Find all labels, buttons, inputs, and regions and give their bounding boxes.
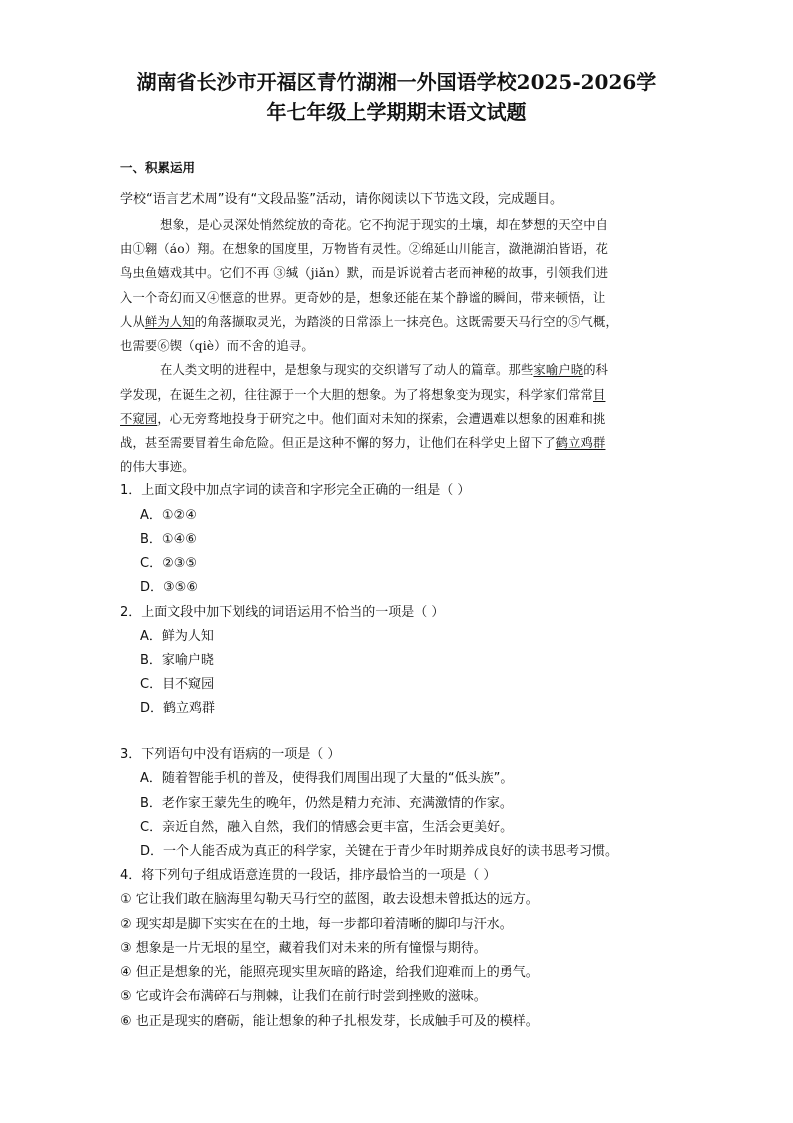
underlined-word: 鲜为人知 <box>144 315 195 329</box>
passage-text: 的角落撷取灵光，为踏淡的日常添上一抹亮色。这既需要天马行空的⑤气概， <box>194 315 618 329</box>
sentence-item: ③ 想象是一片无垠的星空，藏着我们对未来的所有憧憬与期待。 <box>120 941 487 956</box>
passage-text: 战，甚至需要冒着生命危险。但正是这种不懈的努力，让他们在科学史上留下了 <box>120 436 556 450</box>
underlined-word: 不窥园 <box>120 412 158 426</box>
answer-option[interactable]: C．亲近自然，融入自然，我们的情感会更丰富，生活会更美好。 <box>140 820 514 835</box>
section-heading: 一、积累运用 <box>120 160 196 175</box>
sentence-item: ④ 但正是想象的光，能照亮现实里灰暗的路途，给我们迎难而上的勇气。 <box>120 965 539 980</box>
sentence-item: ⑥ 也正是现实的磨砺，能让想象的种子扎根发芽，长成触手可及的模样。 <box>120 1014 539 1029</box>
sentence-item: ⑤ 它或许会布满碎石与荆棘，让我们在前行时尝到挫败的滋味。 <box>120 989 487 1004</box>
answer-option[interactable]: C．②③⑤ <box>140 556 198 571</box>
question-stem: 2．上面文段中加下划线的词语运用不恰当的一项是（ ） <box>120 605 445 620</box>
question-stem: 4．将下列句子组成语意连贯的一段话，排序最恰当的一项是（ ） <box>120 868 497 883</box>
question-stem: 3．下列语句中没有语病的一项是（ ） <box>120 747 341 762</box>
underlined-word: 目 <box>592 388 606 402</box>
question-stem: 1．上面文段中加点字词的读音和字形完全正确的一组是（ ） <box>120 483 471 498</box>
underlined-word: 鹤立鸡群 <box>555 436 606 450</box>
answer-option[interactable]: C．目不窥园 <box>140 677 215 692</box>
answer-option[interactable]: B．①④⑥ <box>140 532 197 547</box>
passage-line: 入一个奇幻而又④惬意的世界。更奇妙的是，想象还能在某个静谧的瞬间，带来顿悟，让 <box>120 291 606 305</box>
passage-line: 鸟虫鱼嬉戏其中。它们不再 ③缄（jiǎn）默，而是诉说着古老而神秘的故事，引领我们进 <box>120 266 609 280</box>
passage-line <box>120 313 618 331</box>
answer-option[interactable]: D．③⑤⑥ <box>140 580 198 595</box>
title-line-1: 湖南省长沙市开福区青竹湖湘一外国语学校2025-2026学 <box>136 70 657 94</box>
passage-line <box>120 434 605 452</box>
passage-line <box>160 361 608 379</box>
answer-option[interactable]: D．一个人能否成为真正的科学家，关键在于青少年时期养成良好的读书思考习惯。 <box>140 844 619 859</box>
answer-option[interactable]: D．鹤立鸡群 <box>140 701 216 716</box>
passage-text: 人从 <box>120 315 145 329</box>
passage-line <box>120 386 605 404</box>
answer-option[interactable]: A．随着智能手机的普及，使得我们周围出现了大量的“低头族”。 <box>140 771 514 786</box>
title-line-2: 年七年级上学期期末语文试题 <box>266 100 527 124</box>
passage-text: 在人类文明的进程中，是想象与现实的交织谱写了动人的篇章。那些 <box>160 363 534 377</box>
underlined-word: 家喻户晓 <box>533 363 584 377</box>
answer-option[interactable]: A．①②④ <box>140 508 197 523</box>
passage-line <box>120 410 605 428</box>
passage-line: 想象，是心灵深处悄然绽放的奇花。它不拘泥于现实的土壤，却在梦想的天空中自 <box>160 218 609 232</box>
passage-text: ，心无旁骛地投身于研究之中。他们面对未知的探索，会遭遇难以想象的困难和挑 <box>157 412 606 426</box>
passage-text: 的科 <box>583 363 609 377</box>
answer-option[interactable]: A．鲜为人知 <box>140 629 214 644</box>
passage-line: 的伟大事迹。 <box>120 460 195 474</box>
passage-line: 也需要⑥锲（qiè）而不舍的追寻。 <box>120 339 314 353</box>
sentence-item: ② 现实却是脚下实实在在的土地，每一步都印着清晰的脚印与汗水。 <box>120 917 513 932</box>
answer-option[interactable]: B．家喻户晓 <box>140 653 214 668</box>
sentence-item: ① 它让我们敢在脑海里勾勒天马行空的蓝图，敢去设想未曾抵达的远方。 <box>120 892 539 907</box>
answer-option[interactable]: B．老作家王蒙先生的晚年，仍然是精力充沛、充满激情的作家。 <box>140 796 513 811</box>
intro-text: 学校“语言艺术周”设有“文段品鉴”活动，请你阅读以下节选文段，完成题目。 <box>120 192 563 207</box>
passage-text: 学发现，在诞生之初，往往源于一个大胆的想象。为了将想象变为现实，科学家们常常 <box>120 388 593 402</box>
passage-line: 由①翱（áo）翔。在想象的国度里，万物皆有灵性。②绵延山川能言，潋滟湖泊皆语，花 <box>120 242 609 256</box>
